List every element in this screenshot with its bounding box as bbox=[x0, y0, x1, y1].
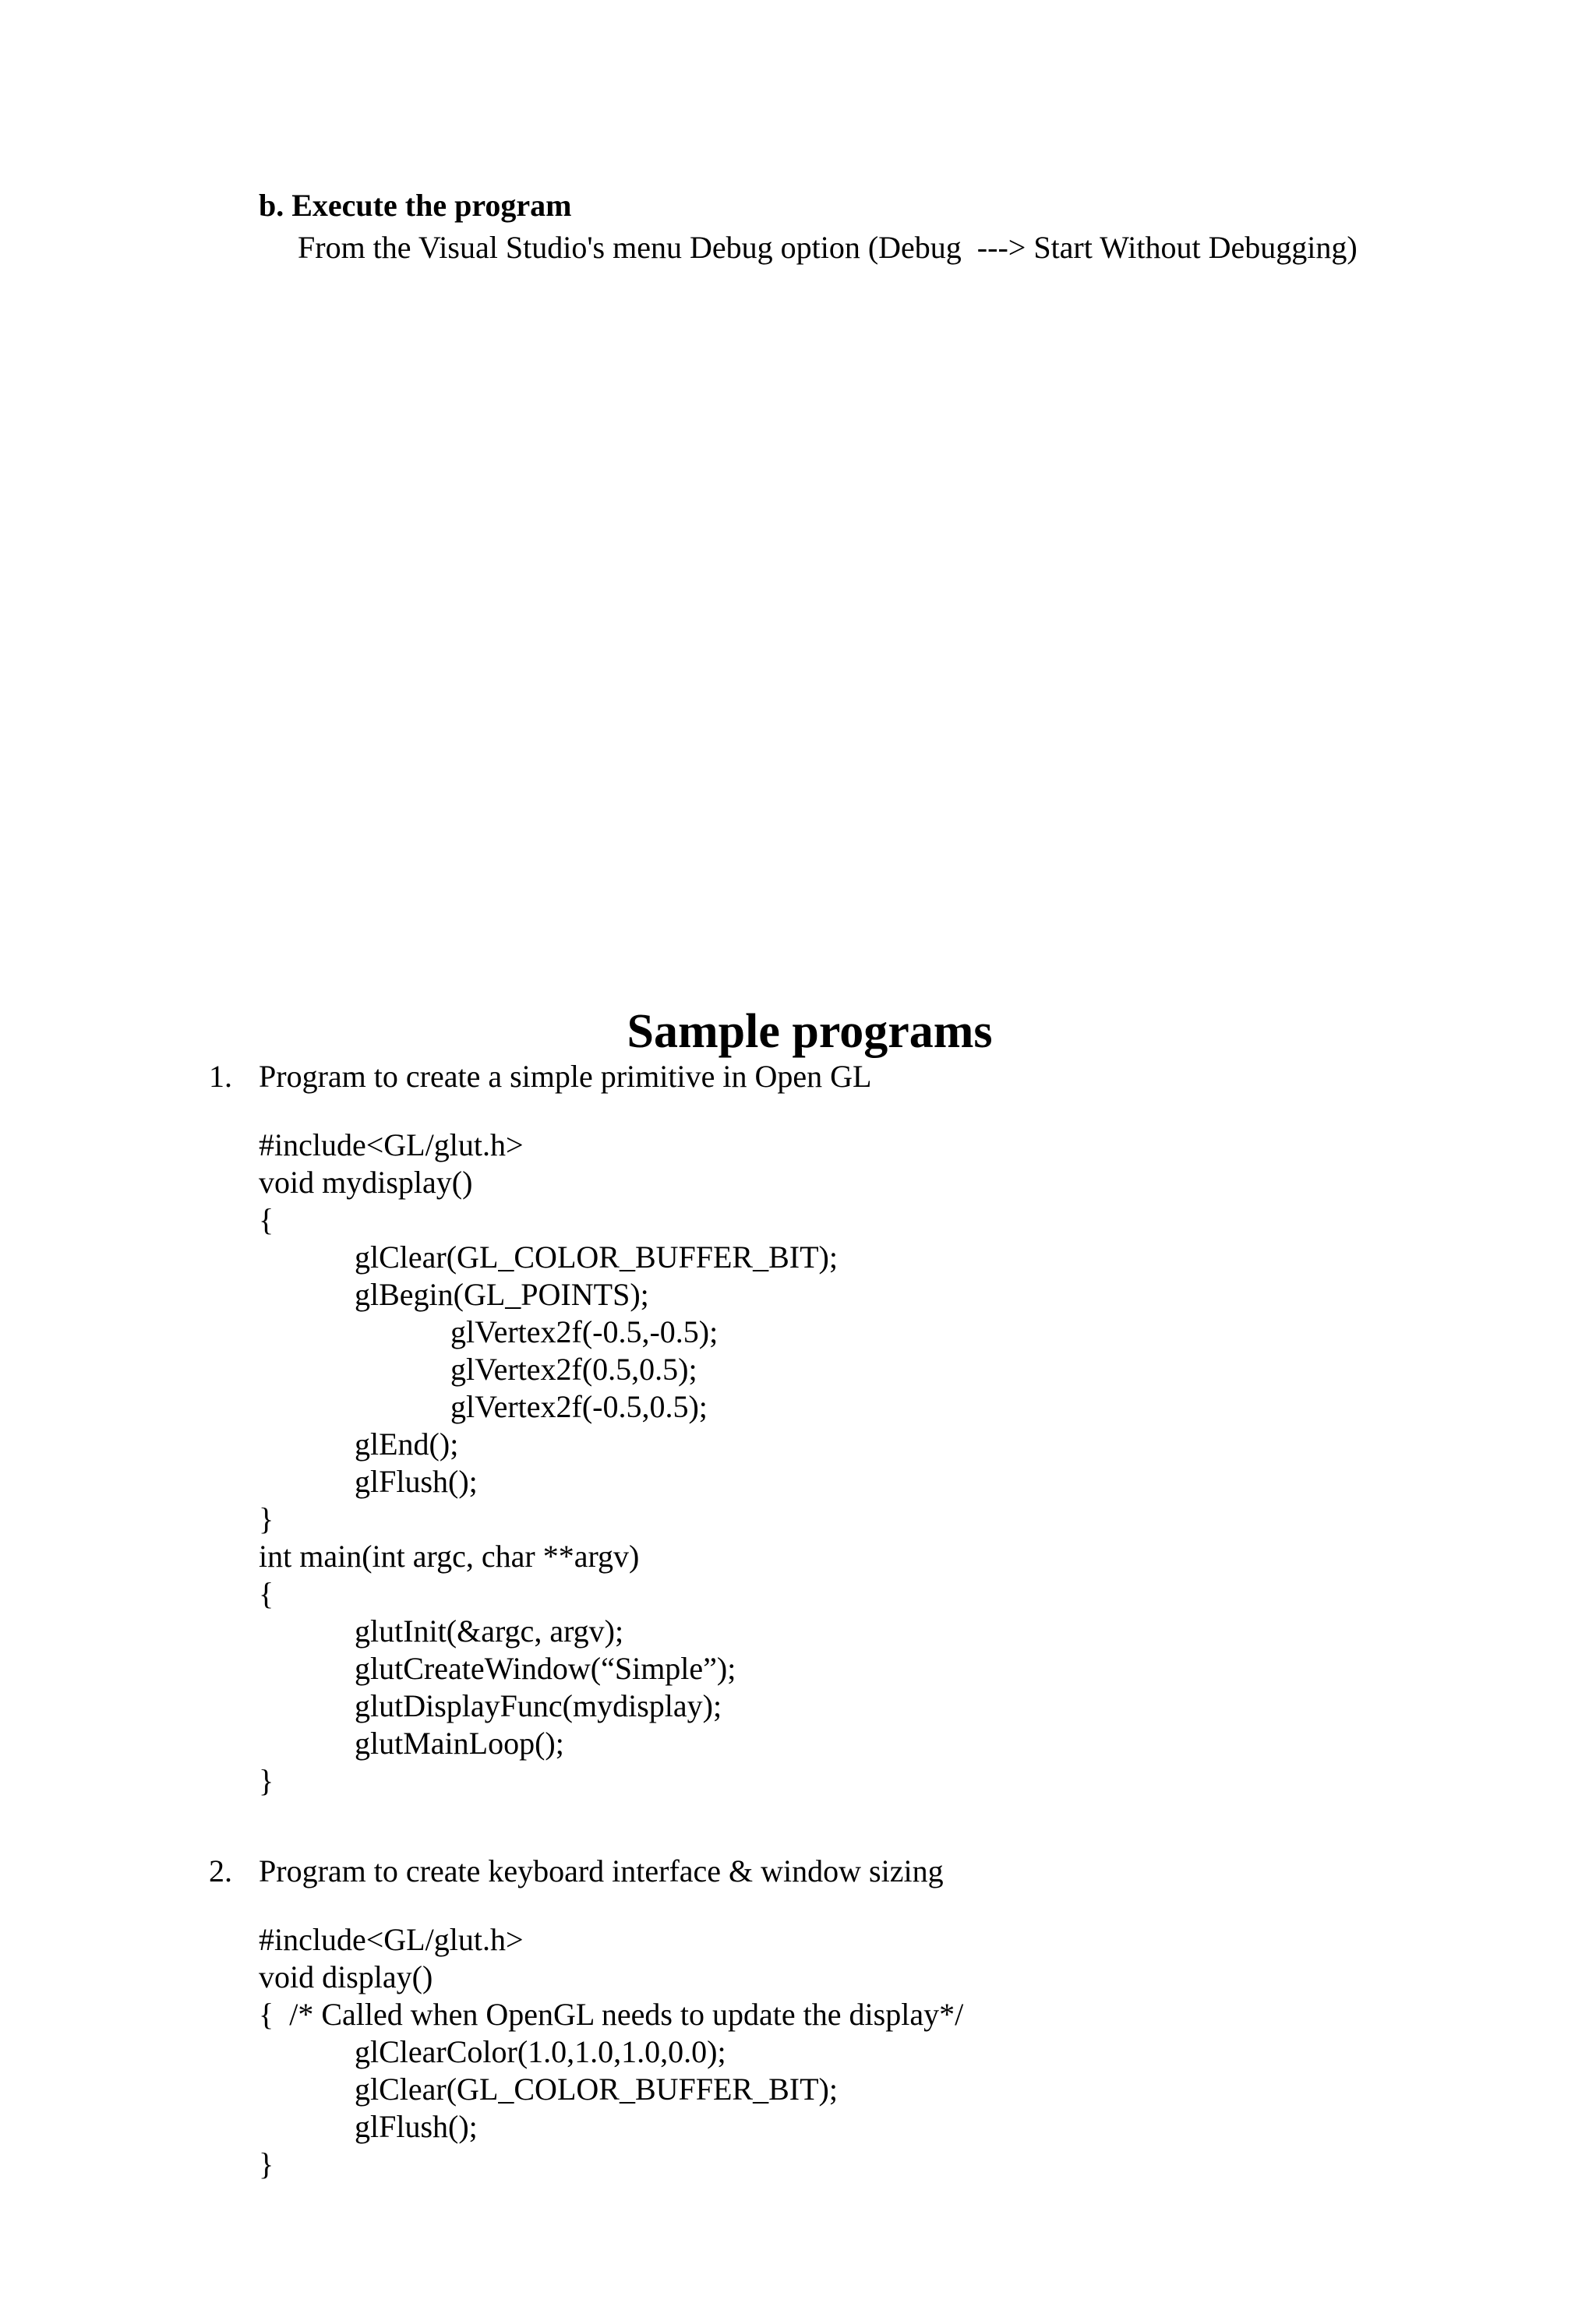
code-line: glutDisplayFunc(mydisplay); bbox=[355, 1688, 722, 1723]
code-line: glutMainLoop(); bbox=[355, 1726, 564, 1761]
program-2-title: Program to create keyboard interface & window sizing bbox=[259, 1853, 944, 1888]
code-line: glVertex2f(-0.5,0.5); bbox=[450, 1389, 708, 1424]
code-line: glVertex2f(-0.5,-0.5); bbox=[450, 1314, 719, 1349]
code-line: #include<GL/glut.h> bbox=[259, 1127, 524, 1162]
code-line: } bbox=[259, 1763, 274, 1798]
code-line: glFlush(); bbox=[355, 2109, 478, 2144]
code-line: void display() bbox=[259, 1959, 433, 1994]
code-line: #include<GL/glut.h> bbox=[259, 1922, 524, 1957]
code-line: int main(int argc, char **argv) bbox=[259, 1539, 640, 1574]
step-b-instruction: From the Visual Studio's menu Debug option (Debug ---> Start Without Debugging) bbox=[298, 230, 1358, 265]
program-1-number: 1. bbox=[209, 1059, 232, 1094]
program-2-number: 2. bbox=[209, 1853, 232, 1888]
code-line: { bbox=[259, 1576, 274, 1611]
code-line: glBegin(GL_POINTS); bbox=[355, 1277, 649, 1312]
program-1-title: Program to create a simple primitive in Open GL bbox=[259, 1059, 872, 1094]
code-line: glutCreateWindow(“Simple”); bbox=[355, 1651, 736, 1686]
code-line: { /* Called when OpenGL needs to update the display*/ bbox=[259, 1997, 964, 2032]
page-title: Sample programs bbox=[627, 1005, 993, 1058]
code-line: } bbox=[259, 2146, 274, 2181]
code-line: glClearColor(1.0,1.0,1.0,0.0); bbox=[355, 2034, 726, 2069]
code-line: glClear(GL_COLOR_BUFFER_BIT); bbox=[355, 1240, 838, 1275]
step-b-title: b. Execute the program bbox=[259, 188, 572, 223]
code-line: } bbox=[259, 1501, 274, 1536]
code-line: glFlush(); bbox=[355, 1464, 478, 1499]
code-line: glClear(GL_COLOR_BUFFER_BIT); bbox=[355, 2072, 838, 2107]
code-line: glEnd(); bbox=[355, 1426, 459, 1462]
code-line: { bbox=[259, 1202, 274, 1237]
code-line: glVertex2f(0.5,0.5); bbox=[450, 1352, 697, 1387]
code-line: void mydisplay() bbox=[259, 1165, 473, 1200]
code-line: glutInit(&argc, argv); bbox=[355, 1613, 624, 1649]
